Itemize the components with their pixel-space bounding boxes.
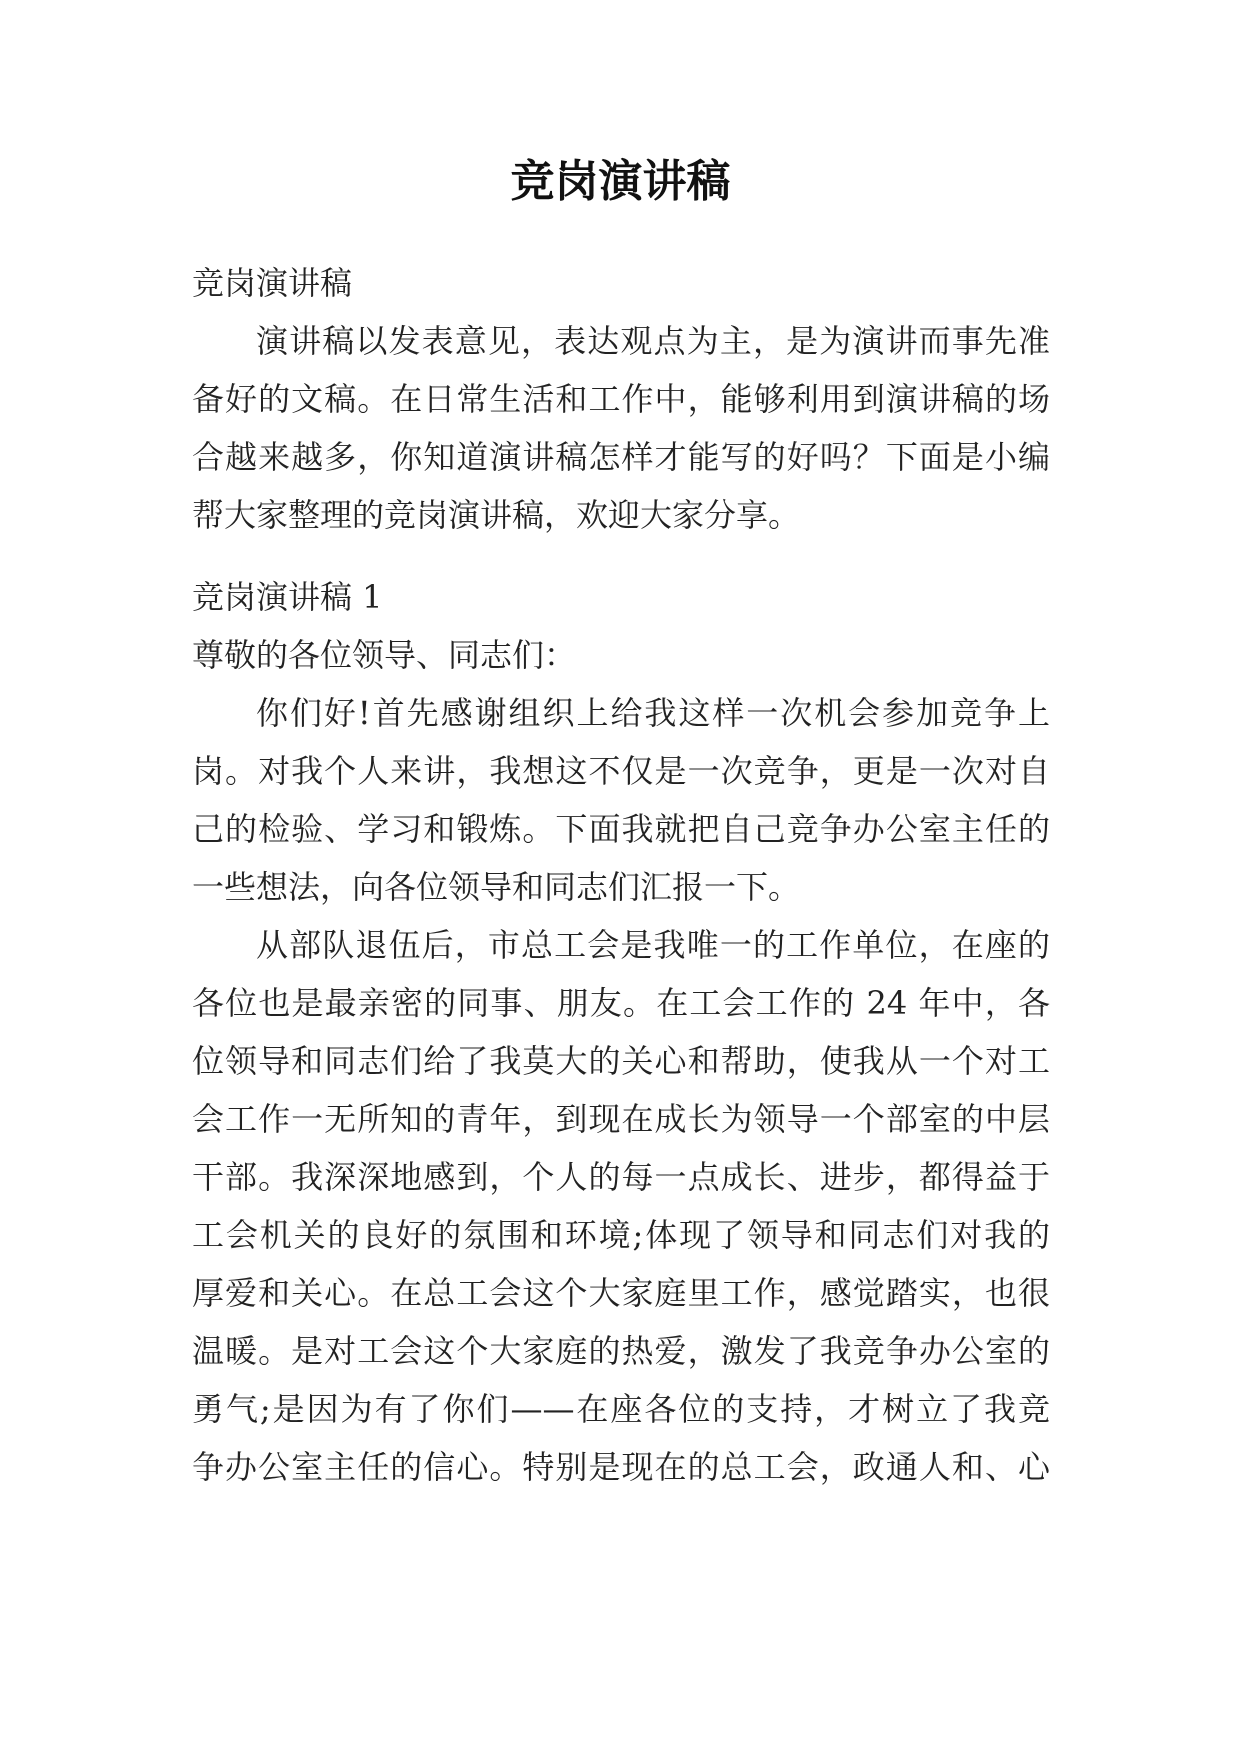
- section-heading-block: [192, 568, 1050, 684]
- intro-line: 合越来越多，你知道演讲稿怎样才能写的好吗？下面是小编: [192, 438, 1050, 476]
- section-heading: 竞岗演讲稿 1: [192, 578, 383, 616]
- intro-line: 帮大家整理的竞岗演讲稿，欢迎大家分享。: [192, 496, 801, 534]
- paragraph-line: 会工作一无所知的青年，到现在成长为领导一个部室的中层: [192, 1100, 1050, 1138]
- document-subtitle-block: [192, 254, 1050, 312]
- paragraph-1: [192, 684, 1050, 916]
- intro-paragraph: [192, 312, 1050, 544]
- paragraph-line: 争办公室主任的信心。特别是现在的总工会，政通人和、心: [192, 1448, 1050, 1486]
- paragraph-line: 工会机关的良好的氛围和环境;体现了领导和同志们对我的: [192, 1216, 1050, 1254]
- paragraph-line: 岗。对我个人来讲，我想这不仅是一次竞争，更是一次对自: [192, 752, 1050, 790]
- document-subtitle: 竞岗演讲稿: [192, 264, 353, 302]
- paragraph-line: 厚爱和关心。在总工会这个大家庭里工作，感觉踏实，也很: [192, 1274, 1050, 1312]
- paragraph-line: 从部队退伍后，市总工会是我唯一的工作单位，在座的: [256, 926, 1050, 964]
- paragraph-line: 己的检验、学习和锻炼。下面我就把自己竞争办公室主任的: [192, 810, 1050, 848]
- paragraph-line: 勇气;是因为有了你们——在座各位的支持，才树立了我竞: [192, 1390, 1050, 1428]
- paragraph-2: [192, 916, 1050, 1496]
- paragraph-line: 一些想法，向各位领导和同志们汇报一下。: [192, 868, 801, 906]
- document-title: 竞岗演讲稿: [510, 156, 731, 207]
- paragraph-line: 干部。我深深地感到，个人的每一点成长、进步，都得益于: [192, 1158, 1050, 1196]
- paragraph-line: 位领导和同志们给了我莫大的关心和帮助，使我从一个对工: [192, 1042, 1050, 1080]
- paragraph-line: 温暖。是对工会这个大家庭的热爱，激发了我竞争办公室的: [192, 1332, 1050, 1370]
- paragraph-line: 各位也是最亲密的同事、朋友。在工会工作的 24 年中，各: [192, 984, 1050, 1022]
- intro-line: 备好的文稿。在日常生活和工作中，能够利用到演讲稿的场: [192, 380, 1050, 418]
- paragraph-line: 你们好!首先感谢组织上给我这样一次机会参加竞争上: [256, 694, 1050, 732]
- salutation: 尊敬的各位领导、同志们：: [192, 636, 577, 674]
- intro-line: 演讲稿以发表意见，表达观点为主，是为演讲而事先准: [256, 322, 1050, 360]
